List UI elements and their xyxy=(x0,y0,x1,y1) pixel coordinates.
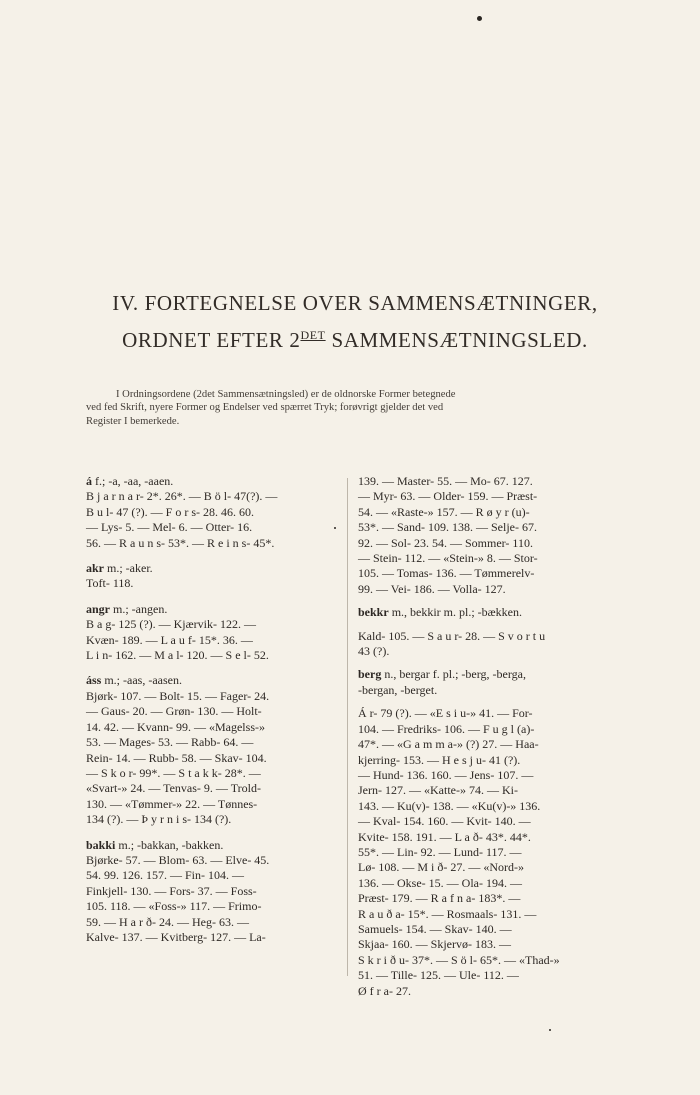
entry-line: «Svart-» 24. — Tenvas- 9. — Trold- xyxy=(86,781,261,796)
intro-line: Register I bemerkede. xyxy=(86,415,180,427)
entry-line: 43 (?). xyxy=(358,644,390,659)
entry-line: 53. — Mages- 53. — Rabb- 64. — xyxy=(86,735,254,750)
intro-paragraph xyxy=(86,388,610,428)
heading-line-2-b: SAMMENSÆTNINGSLED. xyxy=(325,328,588,352)
intro-line: I Ordningsordene (2det Sammensætningsled) er de oldnorske Former betegnede xyxy=(116,389,456,400)
entry-line: 59. — H a r ð- 24. — Heg- 63. — xyxy=(86,914,249,929)
entry-line: 56. — R a u n s- 53*. — R e i n s- 45*. xyxy=(86,535,275,550)
entry-head: angr m.; -angen. xyxy=(86,601,168,616)
entry-line: R a u ð a- 15*. — Rosmaals- 131. — xyxy=(358,906,537,921)
column-divider xyxy=(347,478,348,976)
entry-line: B a g- 125 (?). — Kjærvik- 122. — xyxy=(86,617,256,632)
entry-line: 99. — Vei- 186. — Volla- 127. xyxy=(358,581,506,596)
entry-line: 47*. — «G a m m a-» (?) 27. — Haa- xyxy=(358,737,539,752)
entry-head: akr m.; -aker. xyxy=(86,561,153,576)
entry-line: Toft- 118. xyxy=(86,576,134,591)
heading-superscript: DET xyxy=(300,328,326,342)
left-column xyxy=(86,474,338,945)
entry-line: 143. — Ku(v)- 138. — «Ku(v)-» 136. xyxy=(358,798,541,813)
entry-line: Bjørke- 57. — Blom- 63. — Elve- 45. xyxy=(86,852,270,867)
entry-line: — Myr- 63. — Older- 159. — Præst- xyxy=(358,489,538,504)
entry-line: Kalve- 137. — Kvitberg- 127. — La- xyxy=(86,929,266,944)
entry-line: B u l- 47 (?). — F o r s- 28. 46. 60. xyxy=(86,504,254,519)
entry-line: L i n- 162. — M a l- 120. — S e l- 52. xyxy=(86,648,269,663)
entry-line: 51. — Tille- 125. — Ule- 112. — xyxy=(358,968,519,983)
ink-speck xyxy=(477,16,482,21)
entry-line: Samuels- 154. — Skav- 140. — xyxy=(358,921,512,936)
entry-line: Præst- 179. — R a f n a- 183*. — xyxy=(358,891,521,906)
right-column xyxy=(358,474,614,999)
entry-line: S k r i ð u- 37*. — S ö l- 65*. — «Thad-» xyxy=(358,952,560,967)
entry-line: B j a r n a r- 2*. 26*. — B ö l- 47(?). — xyxy=(86,489,278,504)
entry-head: bekkr m., bekkir m. pl.; -bækken. xyxy=(358,605,523,620)
entry-line: Kald- 105. — S a u r- 28. — S v o r t u xyxy=(358,628,546,643)
entry-line: 14. 42. — Kvann- 99. — «Magelss-» xyxy=(86,719,265,734)
entry-line: Ø f r a- 27. xyxy=(358,983,411,998)
entry-line: Bjørk- 107. — Bolt- 15. — Fager- 24. xyxy=(86,688,270,703)
entry-line: Lø- 108. — M i ð- 27. — «Nord-» xyxy=(358,860,524,875)
entry-line: 92. — Sol- 23. 54. — Sommer- 110. xyxy=(358,535,533,550)
entry-line: — S k o r- 99*. — S t a k k- 28*. — xyxy=(86,765,261,780)
entry-line: 134 (?). — Þ y r n i s- 134 (?). xyxy=(86,812,232,827)
entry-head: bakki m.; -bakkan, -bakken. xyxy=(86,837,224,852)
heading-line-2-a: ORDNET EFTER 2 xyxy=(122,328,301,352)
entry-line: 104. — Fredriks- 106. — F u g l (a)- xyxy=(358,721,535,736)
entry-line: 55*. — Lin- 92. — Lund- 117. — xyxy=(358,844,522,859)
entry-line: — Hund- 136. 160. — Jens- 107. — xyxy=(358,767,534,782)
entry-line: Kvite- 158. 191. — L a ð- 43*. 44*. xyxy=(358,829,531,844)
entry-line: 54. 99. 126. 157. — Fin- 104. — xyxy=(86,868,245,883)
heading-line-2 xyxy=(60,319,650,356)
entry-line: — Lys- 5. — Mel- 6. — Otter- 16. xyxy=(86,520,253,535)
entry-head: berg n., bergar f. pl.; -berg, -berga, xyxy=(358,667,526,682)
intro-line: ved fed Skrift, nyere Former og Endelser ved spærret Tryk; forøvrigt gjelder det ved xyxy=(86,402,444,414)
section-heading xyxy=(60,287,650,356)
entry-line: 130. — «Tømmer-» 22. — Tønnes- xyxy=(86,796,258,811)
entry-line: 105. 118. — «Foss-» 117. — Frimo- xyxy=(86,899,262,914)
entry-line: 53*. — Sand- 109. 138. — Selje- 67. xyxy=(358,520,537,535)
ink-speck xyxy=(549,1029,551,1031)
entry-head: -bergan, -berget. xyxy=(358,682,438,697)
entry-line: Kvæn- 189. — L a u f- 15*. 36. — xyxy=(86,632,253,647)
entry-head: á f.; -a, -aa, -aaen. xyxy=(86,474,174,488)
entry-head: áss m.; -aas, -aasen. xyxy=(86,673,182,688)
entry-line: kjerring- 153. — H e s j u- 41 (?). xyxy=(358,752,521,767)
entry-line: Rein- 14. — Rubb- 58. — Skav- 104. xyxy=(86,750,267,765)
entry-line: 136. — Okse- 15. — Ola- 194. — xyxy=(358,875,522,890)
entry-line: Skjaa- 160. — Skjervø- 183. — xyxy=(358,937,511,952)
entry-line: 139. — Master- 55. — Mo- 67. 127. xyxy=(358,474,533,488)
heading-line-1: IV. FORTEGNELSE OVER SAMMENSÆTNINGER, xyxy=(112,291,598,315)
entry-line: Jern- 127. — «Katte-» 74. — Ki- xyxy=(358,783,518,798)
entry-line: Á r- 79 (?). — «E s i u-» 41. — For- xyxy=(358,706,533,721)
entry-line: — Kval- 154. 160. — Kvit- 140. — xyxy=(358,814,531,829)
entry-line: 54. — «Raste-» 157. — R ø y r (u)- xyxy=(358,504,530,519)
entry-line: Finkjell- 130. — Fors- 37. — Foss- xyxy=(86,883,257,898)
entry-line: — Stein- 112. — «Stein-» 8. — Stor- xyxy=(358,551,538,566)
entry-line: — Gaus- 20. — Grøn- 130. — Holt- xyxy=(86,704,262,719)
entry-line: 105. — Tomas- 136. — Tømmerelv- xyxy=(358,566,535,581)
